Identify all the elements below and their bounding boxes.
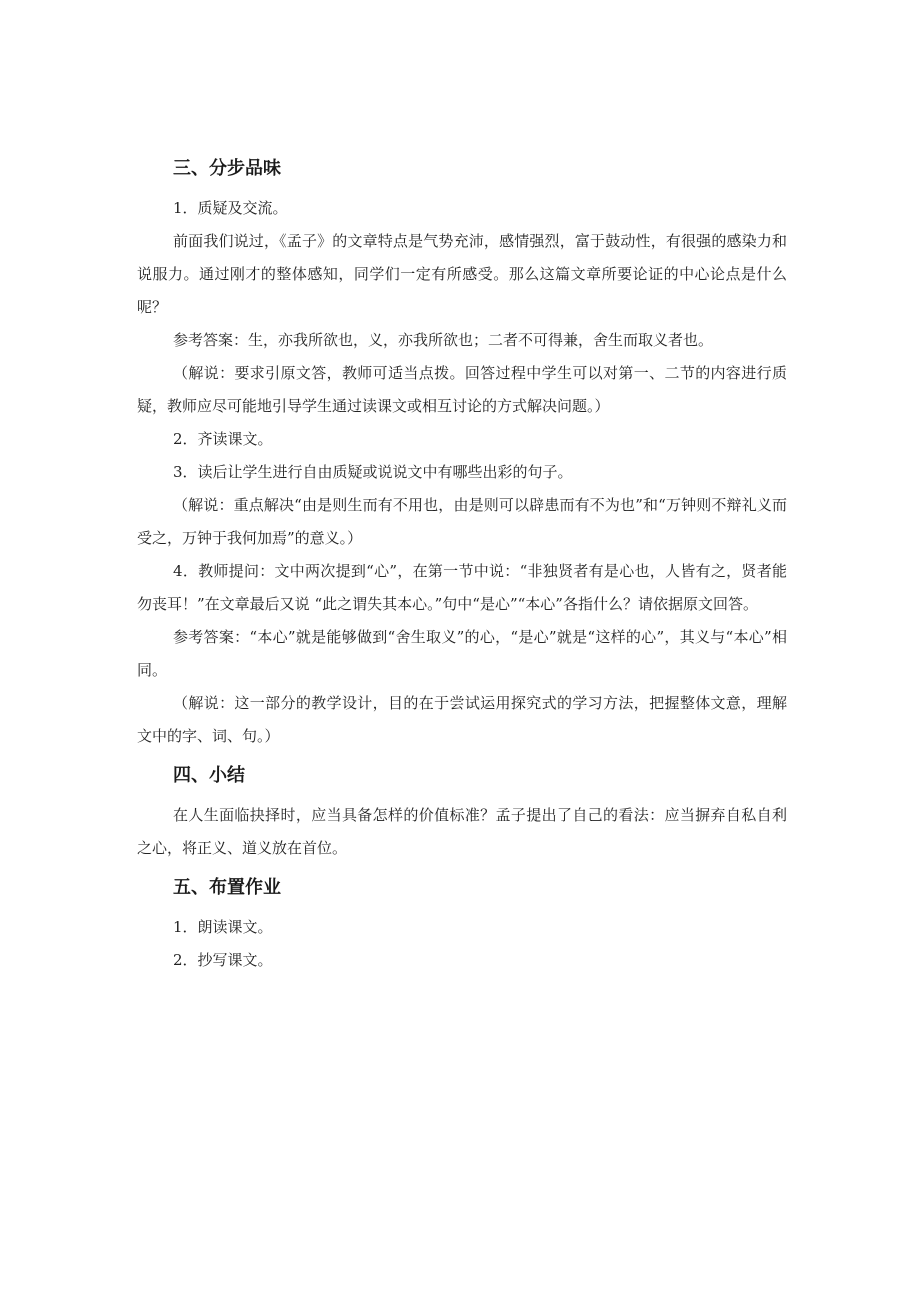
explanation-note-3: （解说：重点解决“由是则生而有不用也，由是则可以辟患而有不为也”和“万钟则不辩礼义而受之，万钟于我何加焉”的意义。）	[137, 496, 787, 547]
intro-paragraph: 前面我们说过，《孟子》的文章特点是气势充沛，感情强烈，富于鼓动性，有很强的感染力和说服力。通过刚才的整体感知，同学们一定有所感受。那么这篇文章所要论证的中心论点是什么呢？	[137, 232, 787, 316]
reference-answer-1: 参考答案：生，亦我所欲也，义，亦我所欲也；二者不可得兼，舍生而取义者也。	[173, 331, 714, 349]
homework-item-2: 2．抄写课文。	[173, 951, 273, 969]
section-5-heading: 五、布置作业	[173, 877, 281, 898]
item-2-read: 2．齐读课文。	[173, 430, 273, 448]
section-3-heading: 三、分步品味	[173, 158, 281, 179]
section-4-heading: 四、小结	[173, 765, 245, 786]
document-page	[137, 152, 787, 977]
item-4-question: 4．教师提问：文中两次提到“心”，在第一节中说：“非独贤者有是心也，人皆有之，贤者能勿丧耳！”在文章最后又说 “此之谓失其本心。”句中“是心”“本心”各指什么？请依据原文回答。	[137, 562, 787, 613]
homework-item-1: 1．朗读课文。	[173, 918, 273, 936]
explanation-note-1: （解说：要求引原文答，教师可适当点拨。回答过程中学生可以对第一、二节的内容进行质疑，教师应尽可能地引导学生通过读课文或相互讨论的方式解决问题。）	[137, 364, 787, 415]
item-1-qa: 1．质疑及交流。	[173, 199, 288, 217]
explanation-note-4: （解说：这一部分的教学设计，目的在于尝试运用探究式的学习方法，把握整体文意，理解文中的字、词、句。）	[137, 694, 787, 745]
item-3-discuss: 3．读后让学生进行自由质疑或说说文中有哪些出彩的句子。	[173, 463, 573, 481]
reference-answer-4: 参考答案：“本心”就是能够做到“舍生取义”的心，“是心”就是“这样的心”，其义与“本心”相同。	[137, 628, 787, 679]
summary-paragraph: 在人生面临抉择时，应当具备怎样的价值标准？孟子提出了自己的看法：应当摒弃自私自利之心，将正义、道义放在首位。	[137, 806, 787, 857]
